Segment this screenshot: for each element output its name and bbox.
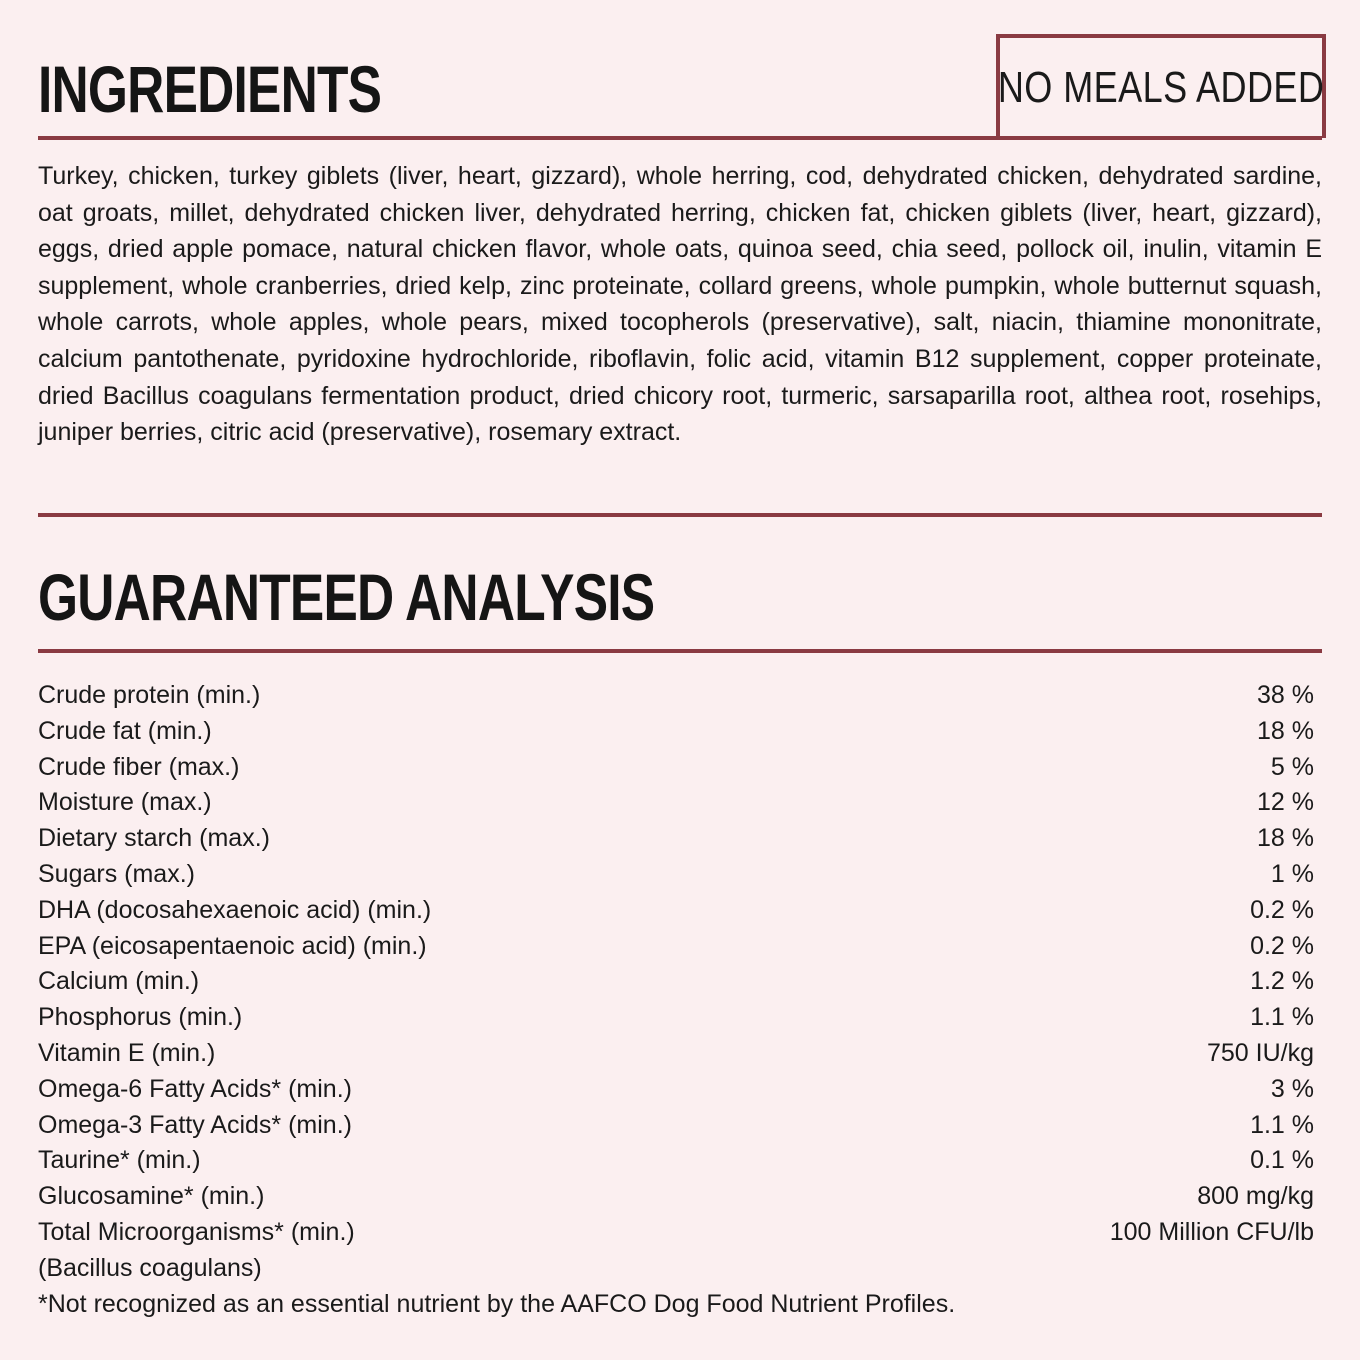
analysis-table (38, 678, 1314, 1322)
row-label: Crude fat (min.) (38, 716, 212, 745)
analysis-row-glucosamine (38, 1179, 1314, 1215)
row-label: Sugars (max.) (38, 859, 195, 888)
row-label: Moisture (max.) (38, 788, 212, 817)
ingredients-title: INGREDIENTS (38, 52, 382, 126)
microorganism-note: (Bacillus coagulans) (38, 1253, 262, 1282)
analysis-row-vitamin-e (38, 1036, 1314, 1072)
row-value: 800 mg/kg (1197, 1182, 1314, 1211)
row-label: Calcium (min.) (38, 967, 200, 996)
badge-label: NO MEALS ADDED (997, 63, 1325, 112)
row-label: Vitamin E (min.) (38, 1038, 216, 1067)
analysis-divider (38, 649, 1322, 653)
analysis-row-taurine (38, 1143, 1314, 1179)
row-value: 1 % (1270, 859, 1314, 888)
row-value: 1.1 % (1250, 1003, 1314, 1032)
analysis-row-sugars (38, 857, 1314, 893)
row-label: Dietary starch (max.) (38, 824, 270, 853)
row-label: DHA (docosahexaenoic acid) (min.) (38, 895, 432, 924)
analysis-row-crude-fiber (38, 750, 1314, 786)
row-value: 3 % (1270, 1074, 1314, 1103)
analysis-row-crude-fat (38, 714, 1314, 750)
analysis-row-total-microorganisms (38, 1215, 1314, 1251)
analysis-row-dietary-starch (38, 821, 1314, 857)
row-value: 12 % (1257, 788, 1314, 817)
row-value: 100 Million CFU/lb (1109, 1217, 1314, 1246)
ingredients-divider (38, 136, 1322, 140)
analysis-row-epa (38, 929, 1314, 965)
no-meals-added-badge (996, 34, 1326, 138)
analysis-row-omega-3 (38, 1108, 1314, 1144)
analysis-row-moisture (38, 785, 1314, 821)
analysis-row-omega-6 (38, 1072, 1314, 1108)
row-value: 750 IU/kg (1206, 1038, 1314, 1067)
analysis-row-crude-protein (38, 678, 1314, 714)
row-value: 38 % (1257, 681, 1314, 709)
analysis-row-phosphorus (38, 1000, 1314, 1036)
row-value: 1.1 % (1250, 1110, 1314, 1139)
row-label: EPA (eicosapentaenoic acid) (min.) (38, 931, 427, 960)
row-label: Taurine* (min.) (38, 1146, 201, 1175)
aafco-footnote: *Not recognized as an essential nutrient by the AAFCO Dog Food Nutrient Profiles. (38, 1289, 956, 1318)
row-label: Crude fiber (max.) (38, 752, 240, 781)
analysis-row-dha (38, 893, 1314, 929)
row-label: Glucosamine* (min.) (38, 1182, 265, 1211)
section-divider (38, 513, 1322, 517)
ingredients-list: Turkey, chicken, turkey giblets (liver, heart, gizzard), whole herring, cod, dehydrated chicken, dehydrated sardine, oat groats, millet, dehydrated chicken liver, dehydrated herring, chicken fat, chicken giblets (liver, heart, gizzard), eggs, dried apple pomace, natural chicken flavor, whole oats, quinoa seed, chia seed, pollock oil, inulin, vitamin E supplement, whole cranberries, dried kelp, zinc proteinate, collard greens, whole pumpkin, whole butternut squash, whole carrots, whole apples, whole pears, mixed tocopherols (preservative), salt, niacin, thiamine mononitrate, calcium pantothenate, pyridoxine hydrochloride, riboflavin, folic acid, vitamin B12 supplement, copper proteinate, dried Bacillus coagulans fermentation product, dried chicory root, turmeric, sarsaparilla root, althea root, rosehips, juniper berries, citric acid (preservative), rosemary extract. (38, 162, 1322, 447)
row-value: 0.2 % (1250, 895, 1314, 924)
row-value: 0.1 % (1250, 1146, 1314, 1175)
analysis-row-calcium (38, 964, 1314, 1000)
row-label: Phosphorus (min.) (38, 1003, 243, 1032)
row-value: 18 % (1257, 716, 1314, 745)
row-value: 18 % (1257, 824, 1314, 853)
row-value: 0.2 % (1250, 931, 1314, 960)
row-value: 5 % (1270, 752, 1314, 781)
row-label: Omega-3 Fatty Acids* (min.) (38, 1110, 352, 1139)
row-label: Omega-6 Fatty Acids* (min.) (38, 1074, 352, 1103)
analysis-title: GUARANTEED ANALYSIS (38, 560, 655, 634)
row-value: 1.2 % (1250, 967, 1314, 996)
row-label: Total Microorganisms* (min.) (38, 1217, 355, 1246)
row-label: Crude protein (min.) (38, 681, 261, 709)
